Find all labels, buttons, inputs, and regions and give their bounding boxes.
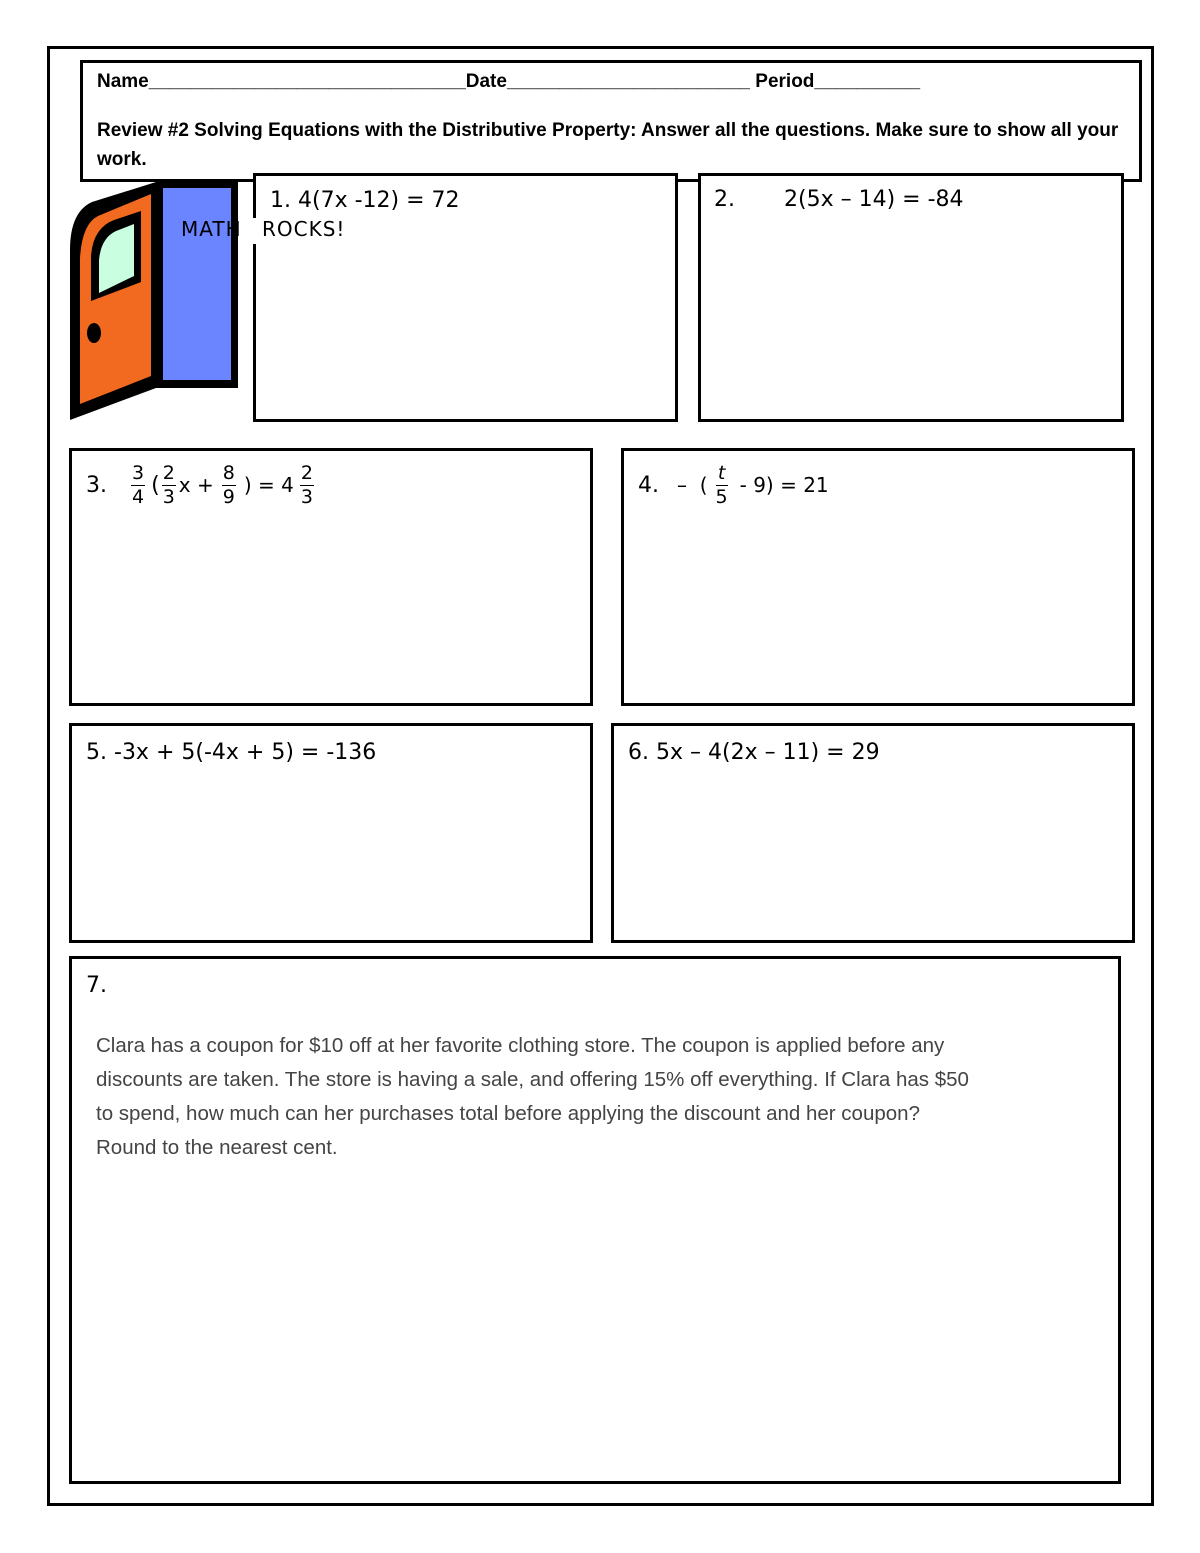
word-problem-line: Clara has a coupon for $10 off at her favorite clothing store. The coupon is applied before any	[96, 1034, 945, 1057]
name-blank[interactable]: ______________________________	[148, 71, 466, 92]
problem-1-text	[270, 188, 460, 213]
problem-3-equation	[86, 459, 316, 511]
problem-6-box[interactable]	[611, 723, 1135, 943]
problem-5-box[interactable]	[69, 723, 593, 943]
problem-2-box[interactable]	[698, 173, 1124, 422]
math-rocks-caption: MATH	[181, 217, 242, 241]
math-rocks-caption-overlap: ROCKS!	[262, 217, 346, 241]
date-label: Date	[465, 71, 507, 92]
instructions-line-1: Review #2 Solving Equations with the Distributive Property: Answer all the questions. Make sure to show all your	[97, 120, 1119, 141]
name-date-period-line	[97, 71, 920, 93]
x-plus: x +	[178, 473, 214, 497]
word-problem-line: to spend, how much can her purchases total before applying the discount and her coupon?	[96, 1102, 920, 1125]
door-icon	[66, 178, 246, 428]
problem-4-tail: - 9) = 21	[739, 473, 829, 497]
word-problem-line: discounts are taken. The store is having a sale, and offering 15% off everything. If Clara has $50	[96, 1068, 969, 1091]
problem-7-box[interactable]	[69, 956, 1121, 1484]
word-problem-line: Round to the nearest cent.	[96, 1136, 338, 1159]
fraction-two-thirds-mixed: $\frac{2}{3}$	[300, 461, 313, 508]
problem-5-number: 5.	[86, 740, 107, 765]
problem-7-number: 7.	[86, 973, 107, 998]
period-blank[interactable]: __________	[814, 71, 921, 92]
problem-6-text	[628, 740, 880, 765]
open-paren: (	[151, 472, 160, 498]
problem-4-equation	[638, 459, 829, 511]
problem-2-equation: 2(5x – 14) = -84	[784, 187, 964, 212]
worksheet-header	[80, 60, 1142, 182]
instructions-line-2: work.	[97, 149, 147, 170]
fraction-eight-ninths: $\frac{8}{9}$	[222, 461, 235, 508]
name-label: Name	[97, 71, 149, 92]
problem-5-text	[86, 740, 376, 765]
problem-1-box[interactable]	[253, 173, 678, 422]
close-equals: ) = 4	[243, 473, 294, 497]
fraction-two-thirds: $\frac{2}{3}$	[162, 461, 175, 508]
problem-3-box[interactable]	[69, 448, 593, 706]
problem-4-box[interactable]	[621, 448, 1135, 706]
problem-6-number: 6.	[628, 740, 649, 765]
problem-5-equation: -3x + 5(-4x + 5) = -136	[114, 740, 377, 765]
problem-3-number: 3.	[86, 472, 107, 498]
problem-4-lead: – (	[677, 473, 708, 497]
problem-6-equation: 5x – 4(2x – 11) = 29	[656, 740, 880, 765]
period-label: Period	[755, 71, 815, 92]
problem-1-number: 1.	[270, 188, 291, 213]
problem-2-number: 2.	[714, 187, 735, 212]
problem-4-number: 4.	[638, 472, 659, 498]
date-blank[interactable]: _______________________	[506, 71, 750, 92]
fraction-t-over-5: $\frac{t}{5}$	[715, 461, 728, 508]
problem-1-equation: 4(7x -12) = 72	[298, 188, 460, 213]
fraction-three-quarters: $\frac{3}{4}$	[132, 461, 145, 508]
problem-7-word-problem	[96, 1029, 969, 1165]
